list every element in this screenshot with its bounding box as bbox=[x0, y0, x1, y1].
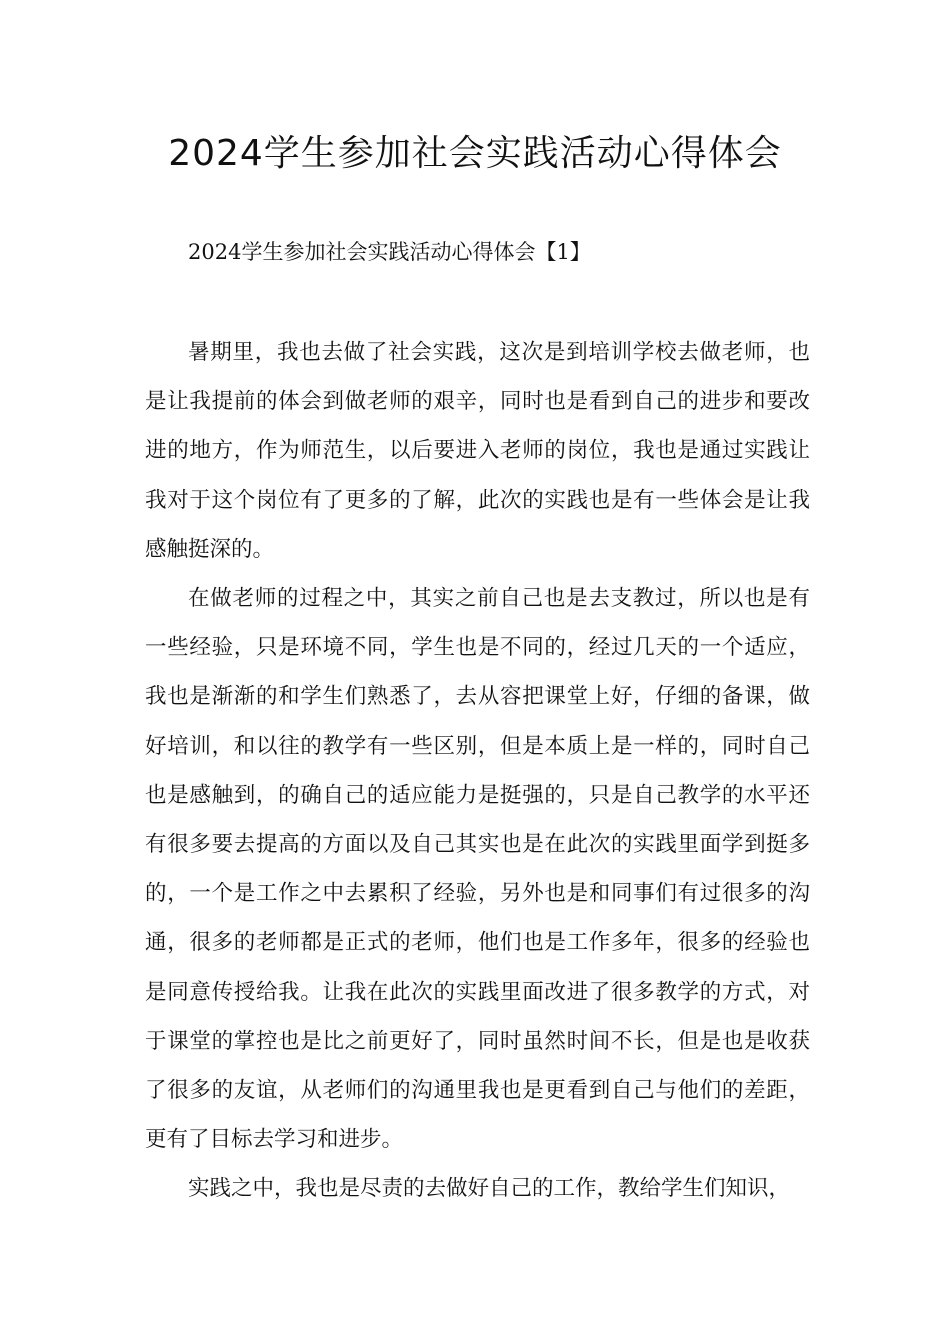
paragraph-2: 在做老师的过程之中，其实之前自己也是去支教过，所以也是有一些经验，只是环境不同，学生也是不同的，经过几天的一个适应，我也是渐渐的和学生们熟悉了，去从容把课堂上好，仔细的备课，做好培训，和以往的教学有一些区别，但是本质上是一样的，同时自己也是感触到，的确自己的适应能力是挺强的，只是自己教学的水平还有很多要去提高的方面以及自己其实也是在此次的实践里面学到挺多的，一个是工作之中去累积了经验，另外也是和同事们有过很多的沟通，很多的老师都是正式的老师，他们也是工作多年，很多的经验也是同意传授给我。让我在此次的实践里面改进了很多教学的方式，对于课堂的掌控也是比之前更好了，同时虽然时间不长，但是也是收获了很多的友谊，从老师们的沟通里我也是更看到自己与他们的差距，更有了目标去学习和进步。 bbox=[145, 586, 810, 1153]
paragraph-1: 暑期里，我也去做了社会实践，这次是到培训学校去做老师，也是让我提前的体会到做老师的艰辛，同时也是看到自己的进步和要改进的地方，作为师范生，以后要进入老师的岗位，我也是通过实践让我对于这个岗位有了更多的了解，此次的实践也是有一些体会是让我感触挺深的。 bbox=[145, 340, 810, 562]
section-heading: 2024学生参加社会实践活动心得体会【1】 bbox=[188, 240, 591, 264]
document-body bbox=[145, 328, 810, 1214]
document-title: 2024学生参加社会实践活动心得体会 bbox=[168, 133, 782, 174]
paragraph-3: 实践之中，我也是尽责的去做好自己的工作，教给学生们知识， bbox=[188, 1176, 791, 1202]
